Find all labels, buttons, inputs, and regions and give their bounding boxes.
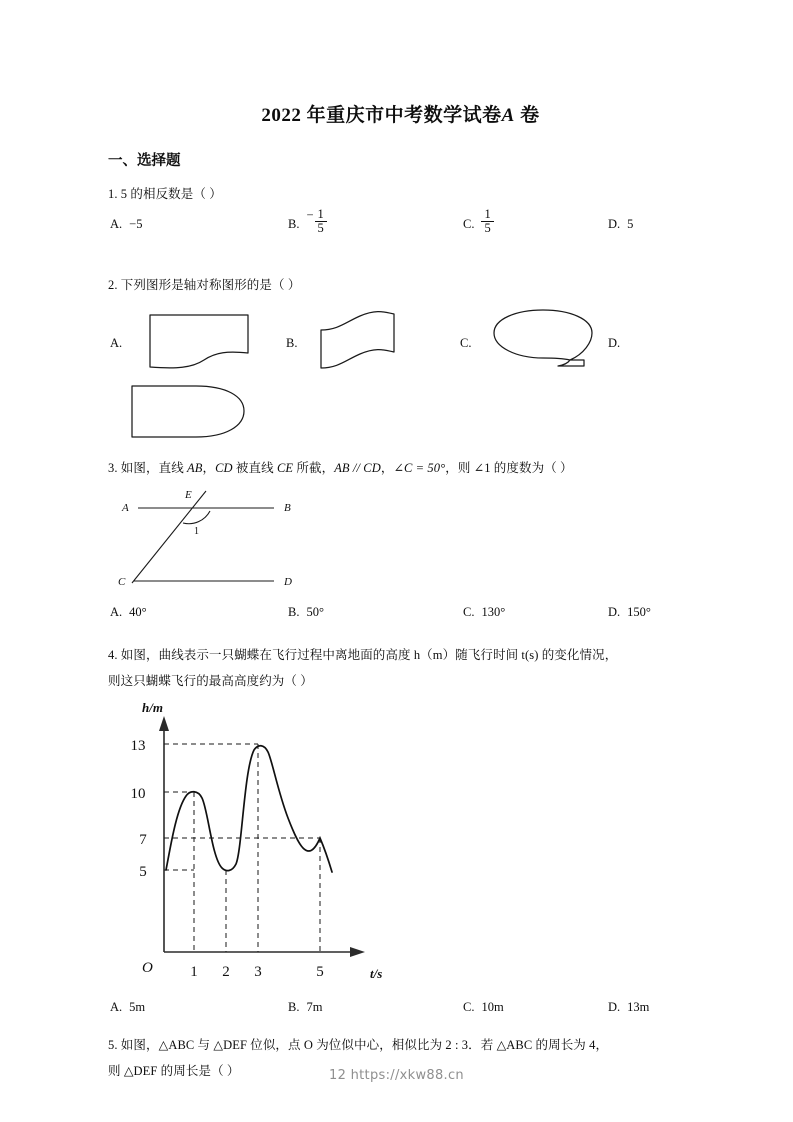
height-curve xyxy=(166,746,332,872)
option-4d[interactable] xyxy=(608,1000,649,1015)
question-1-options xyxy=(108,207,693,261)
label-c: C xyxy=(118,576,126,588)
option-1b-denominator: 5 xyxy=(315,221,327,235)
x-tick-1: 1 xyxy=(190,964,198,980)
option-4d-label: D. xyxy=(608,1000,621,1014)
option-3a[interactable] xyxy=(110,605,147,620)
option-3c[interactable] xyxy=(463,605,505,620)
question-5-stem-line2: 则 △DEF 的周长是（ ） xyxy=(108,1064,240,1078)
q3-part-6: 所截， xyxy=(293,461,335,475)
page-content xyxy=(108,0,693,1084)
label-e: E xyxy=(185,489,192,501)
option-3b-label: B. xyxy=(288,605,300,619)
option-1d[interactable] xyxy=(608,217,633,232)
question-3-options xyxy=(108,605,693,631)
option-1b-fraction xyxy=(315,208,327,235)
option-4b-value: 7m xyxy=(306,1000,323,1014)
option-1b-label: B. xyxy=(288,217,300,231)
option-1c-numerator: 1 xyxy=(484,207,491,221)
y-tick-10: 10 xyxy=(130,786,146,802)
y-tick-13: 13 xyxy=(130,738,146,754)
option-1d-label: D. xyxy=(608,217,621,231)
bullet-rounded-end-icon xyxy=(126,382,251,442)
option-1b[interactable] xyxy=(288,207,327,244)
option-3a-value: 40° xyxy=(129,605,147,619)
label-angle-1: 1 xyxy=(194,526,199,537)
angle-arc xyxy=(183,511,210,524)
option-4a-label: A. xyxy=(110,1000,123,1014)
q3-part-7: AB // CD xyxy=(334,461,381,475)
wavy-bottom-rectangle-icon xyxy=(142,311,257,373)
q3-part-8: ， xyxy=(380,461,394,475)
q3-part-0: 3. 如图，直线 xyxy=(108,461,188,475)
title-suffix: 卷 xyxy=(514,105,540,126)
option-2a-shape[interactable] xyxy=(142,311,257,373)
x-tick-5: 5 xyxy=(316,964,324,980)
option-1c-denominator: 5 xyxy=(481,221,493,235)
question-4-stem-line1: 4. 如图，曲线表示一只蝴蝶在飞行过程中离地面的高度 h（m）随飞行时间 t(s) 的变化情况， xyxy=(108,648,618,662)
q3-part-1: AB xyxy=(187,461,203,475)
option-1d-value: 5 xyxy=(627,217,634,231)
option-4c-value: 10m xyxy=(481,1000,504,1014)
title-main: 年重庆市中考数学试卷 xyxy=(306,105,502,126)
title-prefix: 2022 xyxy=(261,105,307,126)
title-volume: A xyxy=(501,105,515,126)
question-5-stem-line1: 5. 如图，△ABC 与 △DEF 位似，点 O 为位似中心，相似比为 2 : 3．若 △ABC 的周长为 4， xyxy=(108,1038,609,1052)
option-4a-value: 5m xyxy=(129,1000,146,1014)
option-3d-value: 150° xyxy=(627,605,651,619)
option-4c[interactable] xyxy=(463,1000,504,1015)
label-a: A xyxy=(122,502,129,514)
label-b: B xyxy=(284,502,291,514)
option-2b-label: B. xyxy=(286,336,298,350)
option-3b-value: 50° xyxy=(306,605,324,619)
y-axis-label: h/m xyxy=(142,700,163,715)
q3-part-3: CD xyxy=(215,461,233,475)
page-title xyxy=(108,0,693,127)
question-4-chart xyxy=(108,700,693,990)
s-curve-flag-icon xyxy=(316,308,416,374)
question-1-stem: 1. 5 的相反数是（ ） xyxy=(108,187,222,201)
option-1a-label: A. xyxy=(110,217,123,231)
page-footer: 12 https://xkw88.cn xyxy=(329,1068,464,1083)
question-2-options-row2 xyxy=(108,382,693,444)
question-2-stem: 2. 下列图形是轴对称图形的是（ ） xyxy=(108,278,301,292)
q3-part-2: ， xyxy=(202,461,216,475)
line-ce-transversal xyxy=(132,491,206,583)
option-4d-value: 13m xyxy=(627,1000,650,1014)
option-3a-label: A. xyxy=(110,605,123,619)
q3-part-5: CE xyxy=(276,461,294,475)
x-tick-2: 2 xyxy=(222,964,230,980)
option-2c-label: C. xyxy=(460,336,472,350)
option-1a-value: −5 xyxy=(129,217,143,231)
option-3c-label: C. xyxy=(463,605,475,619)
q3-part-4: 被直线 xyxy=(232,461,277,475)
x-axis-arrow xyxy=(350,947,365,957)
y-tick-7: 7 xyxy=(139,832,147,848)
option-4a[interactable] xyxy=(110,1000,145,1015)
option-3d-label: D. xyxy=(608,605,621,619)
option-4b[interactable] xyxy=(288,1000,322,1015)
option-2d-label: D. xyxy=(608,336,621,350)
q3-part-9: ∠C = 50° xyxy=(393,461,446,475)
question-2-options-row1 xyxy=(108,306,693,384)
option-1b-numerator: 1 xyxy=(317,207,324,221)
question-3-figure xyxy=(108,485,693,595)
question-3-stem xyxy=(108,455,693,481)
option-2a-label: A. xyxy=(110,336,123,350)
option-1b-sign: − xyxy=(306,208,314,222)
parallel-lines-transversal-diagram xyxy=(112,485,352,591)
option-3b[interactable] xyxy=(288,605,324,620)
origin-label: O xyxy=(142,960,153,976)
option-4c-label: C. xyxy=(463,1000,475,1014)
option-1c-fraction xyxy=(481,208,493,235)
label-d: D xyxy=(284,576,292,588)
option-4b-label: B. xyxy=(288,1000,300,1014)
q3-part-10: ，则 ∠1 的度数为（ ） xyxy=(445,461,573,475)
option-3c-value: 130° xyxy=(481,605,506,619)
option-1c-label: C. xyxy=(463,217,475,231)
x-axis-label: t/s xyxy=(370,966,383,981)
question-4-stem-line2: 则这只蝴蝶飞行的最高高度约为（ ） xyxy=(108,674,313,688)
option-2b-shape[interactable] xyxy=(316,308,416,374)
option-2d-shape[interactable] xyxy=(126,382,251,442)
butterfly-height-time-chart xyxy=(112,700,412,988)
y-axis-arrow xyxy=(159,716,169,731)
option-3d[interactable] xyxy=(608,605,651,620)
oval-with-tail-icon xyxy=(488,308,598,372)
section-heading: 一、选择题 xyxy=(108,153,181,169)
option-1a[interactable] xyxy=(110,217,142,232)
question-4-options xyxy=(108,1000,693,1026)
y-tick-5: 5 xyxy=(139,864,147,880)
x-tick-3: 3 xyxy=(254,964,262,980)
option-1c[interactable] xyxy=(463,207,494,244)
option-2c-shape[interactable] xyxy=(488,308,598,372)
